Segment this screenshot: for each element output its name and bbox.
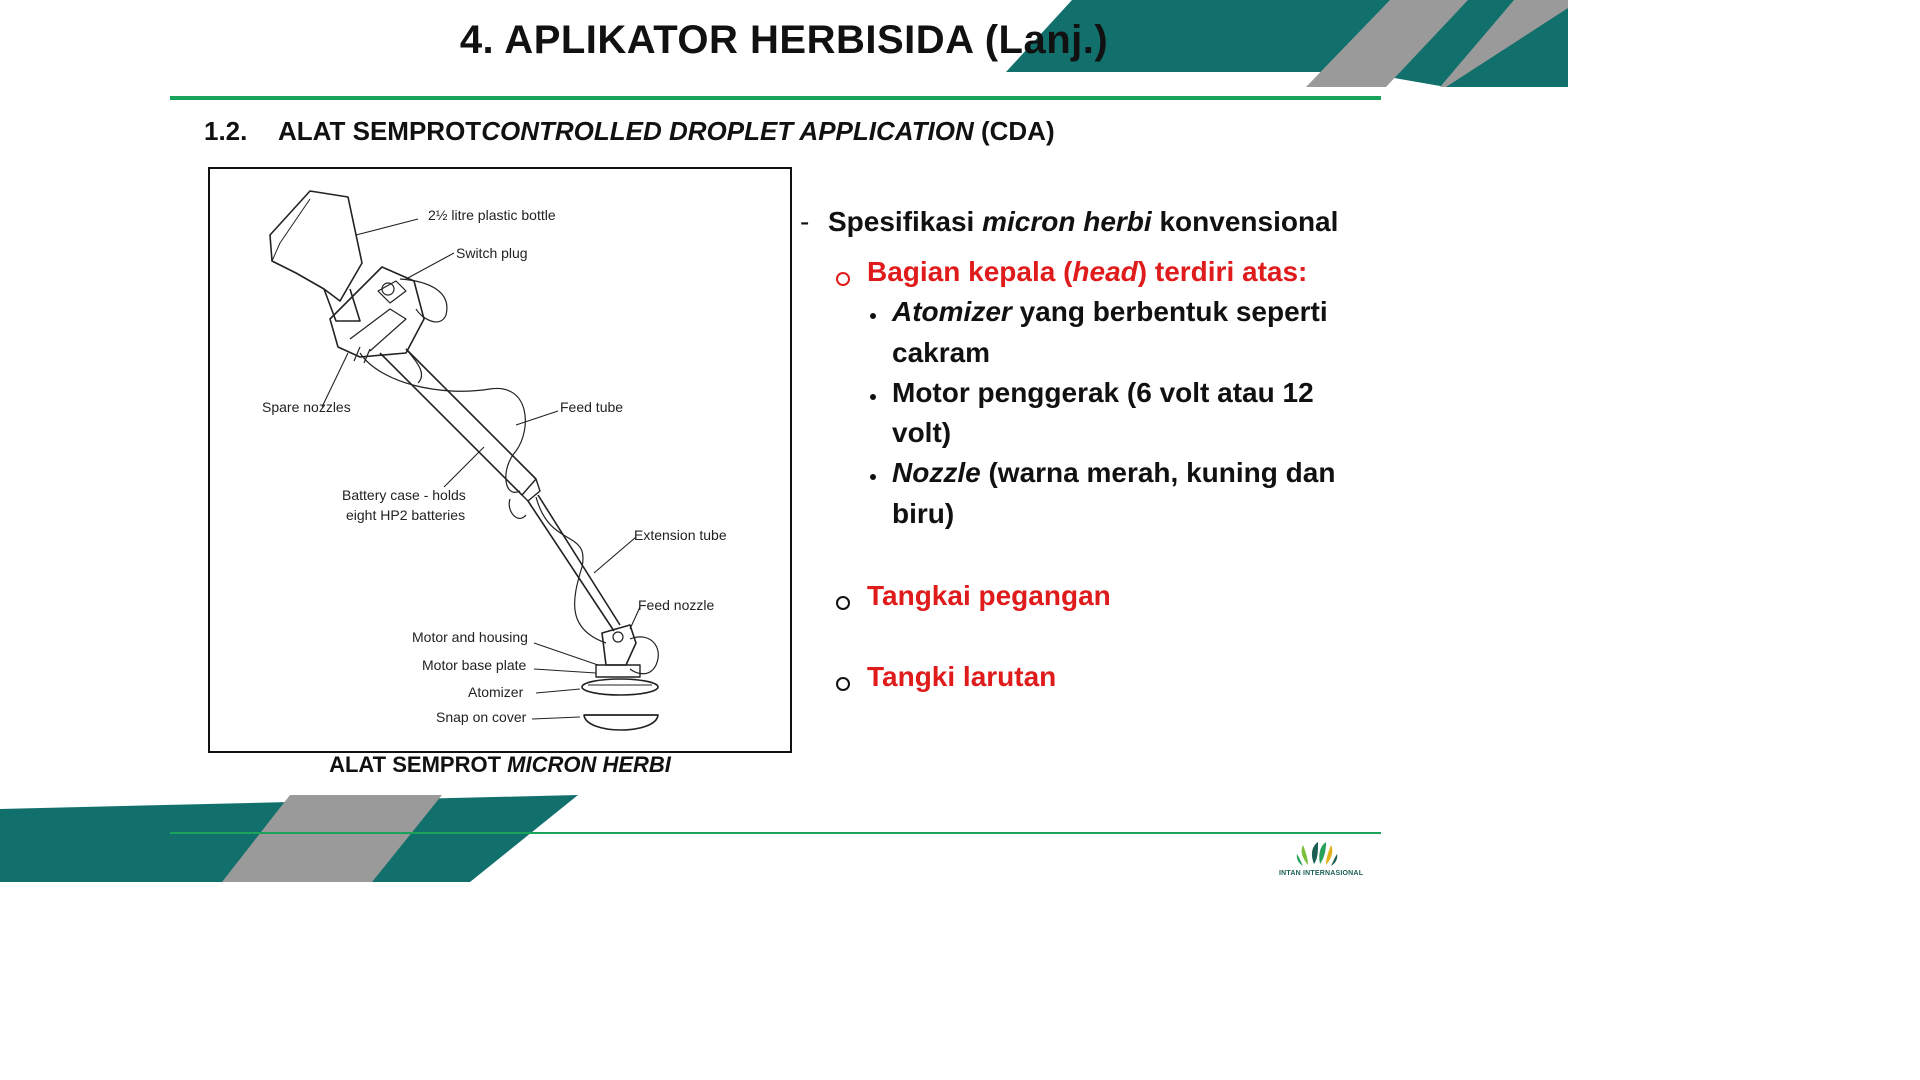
label-battery-case-1: Battery case - holds <box>342 487 466 503</box>
snap-cover <box>584 715 658 730</box>
dash-marker: - <box>800 206 810 237</box>
spec-heading <box>800 206 1339 238</box>
nozzle-rest: (warna merah, kuning dan <box>980 457 1336 488</box>
bullet-dot <box>870 313 876 319</box>
head-heading <box>867 256 1307 288</box>
feed-tube <box>360 353 525 492</box>
caption-italic: MICRON HERBI <box>507 752 671 777</box>
section-number: 1.2. <box>204 116 248 146</box>
subtitle-italic: CONTROLLED DROPLET APPLICATION <box>481 116 974 146</box>
atomizer-rest: yang berbentuk seperti <box>1011 296 1328 327</box>
spec-suffix: konvensional <box>1151 206 1339 237</box>
bottle-shape <box>270 191 362 301</box>
hollow-circle-bullet <box>836 272 850 286</box>
hollow-circle-bullet <box>836 596 850 610</box>
item-tangki: Tangki larutan <box>867 661 1057 692</box>
section-subtitle <box>204 116 1055 147</box>
bottom-divider <box>170 832 1381 834</box>
bullet-atomizer-line2: cakram <box>892 337 991 368</box>
label-motor-base-plate: Motor base plate <box>422 657 527 673</box>
subtitle-plain: ALAT SEMPROT <box>278 116 482 146</box>
bullet-dot <box>870 394 876 400</box>
label-spare-nozzles: Spare nozzles <box>262 399 351 415</box>
top-divider <box>170 96 1381 100</box>
bullet-atomizer <box>892 296 1328 328</box>
label-battery-case-2: eight HP2 batteries <box>346 507 466 523</box>
spec-prefix: Spesifikasi <box>828 206 983 237</box>
label-feed-tube: Feed tube <box>560 399 624 415</box>
logo-text: INTAN INTERNASIONAL <box>1279 870 1364 877</box>
bullet-nozzle <box>892 457 1335 489</box>
bullet-nozzle-line2: biru) <box>892 498 955 529</box>
head-italic: head <box>1072 256 1138 287</box>
sprayer-diagram <box>208 167 792 753</box>
label-extension-tube: Extension tube <box>634 527 727 543</box>
head-prefix: Bagian kepala ( <box>867 256 1073 287</box>
label-atomizer: Atomizer <box>468 684 524 700</box>
bullet-motor: Motor penggerak (6 volt atau 12 <box>892 377 1314 408</box>
atomizer-disc <box>582 679 658 695</box>
label-motor-housing: Motor and housing <box>412 629 528 645</box>
slide-title: 4. APLIKATOR HERBISIDA (Lanj.) <box>459 18 1109 62</box>
subtitle-suffix: (CDA) <box>973 116 1055 146</box>
motor-housing <box>602 625 636 665</box>
label-switch-plug: Switch plug <box>456 245 528 261</box>
bullet-motor-line2: volt) <box>892 417 952 448</box>
label-bottle: 2½ litre plastic bottle <box>428 207 556 223</box>
bullet-dot <box>870 474 876 480</box>
caption-plain: ALAT SEMPROT <box>329 752 508 777</box>
hollow-circle-bullet <box>836 677 850 691</box>
figure-caption <box>208 752 792 778</box>
label-snap-cover: Snap on cover <box>436 709 527 725</box>
label-feed-nozzle: Feed nozzle <box>638 597 715 613</box>
nozzle-italic: Nozzle <box>892 457 981 488</box>
head-suffix: ) terdiri atas: <box>1137 256 1308 287</box>
spec-italic: micron herbi <box>982 206 1152 237</box>
atomizer-italic: Atomizer <box>892 296 1012 327</box>
item-tangkai: Tangkai pegangan <box>867 580 1111 611</box>
